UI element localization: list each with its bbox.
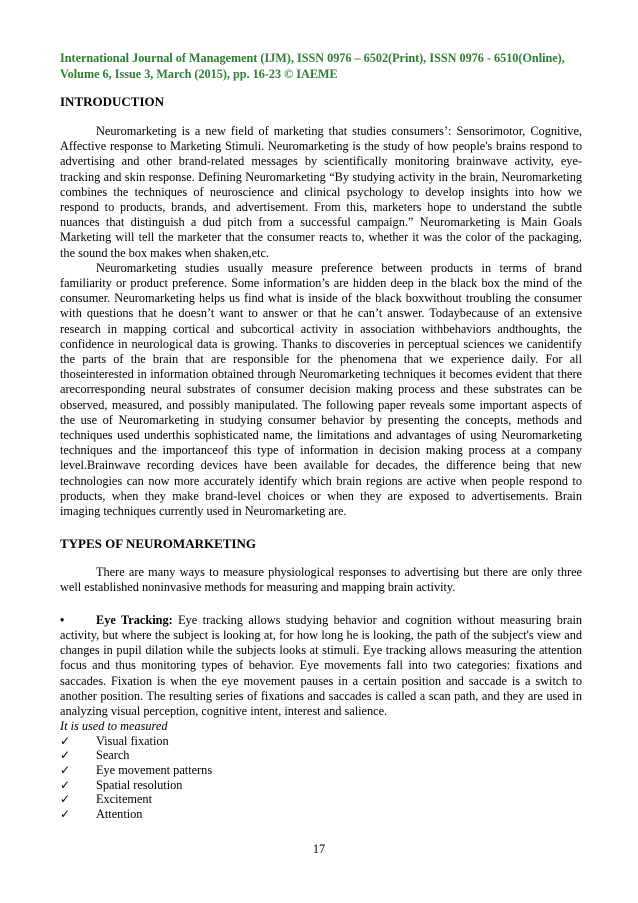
list-item xyxy=(60,734,582,749)
checkmark-icon: ✓ xyxy=(60,748,71,763)
checkmark-icon: ✓ xyxy=(60,792,71,807)
page-number: 17 xyxy=(312,842,326,856)
list-item-label: Spatial resolution xyxy=(96,777,183,792)
list-item-label: Visual fixation xyxy=(96,733,169,748)
eye-tracking-text: Eye tracking allows studying behavior and cognition without measuring brain activity, but where the subject is looking at, for how long he is looking, the path of the subject's view and changes in pupil dilation while the subjects looks at stimuli. Eye tracking allows measuring the attention focus and thus monitoring types of behavior. Eye movements fall into two categories: fixations and saccades. Fixation is when the eye movement pauses in a certain position and saccade is a switch to another position. The resulting series of fixations and saccades is called a scan path, and they are used in analyzing visual perception, cognitive intent, interest and salience. xyxy=(60,612,583,718)
paper-page xyxy=(60,50,582,822)
intro-paragraph-2: Neuromarketing studies usually measure preference between products in terms of brand familiarity or product preference. Some information’s are hidden deep in the black box the mind of the consumer. Neuromarketing helps us find what is inside of the black boxwithout troubling the consumer with questions that he doesn’t want to answer or that he can’t answer. Todaybecause of an extensive research in mapping cortical and subcortical activity in association withbehaviors andthoughts, the confidence in neurological data is growing. Thanks to discoveries in perceptual sciences we canidentify the parts of the brain that are responsible for the phenomena that we experience daily. For all thoseinterested in information obtained through Neuromarketing techniques it becomes evident that there arecorresponding neural substrates of consumer decision making process and these substrates can be observed, measured, and possibly manipulated. The following paper reveals some important aspects of the use of Neuromarketing in studying consumer behavior by presenting the concepts, methods and techniques used underthis sophisticated name, the limitations and advantages of using Neuromarketing techniques and the importanceof this type of information in decision making process at a company level.Brainwave recording devices have been available for decades, the difference being that new technologies can now more accurately identify which brain regions are active when people respond to products, when they make brand-level choices or when they are exposed to advertisements. Brain imaging techniques currently used in Neuromarketing are. xyxy=(60,260,582,519)
list-item xyxy=(60,763,582,778)
list-item-label: Attention xyxy=(96,807,143,822)
checkmark-icon: ✓ xyxy=(60,733,71,748)
checkmark-icon: ✓ xyxy=(60,777,71,792)
list-item-label: Eye movement patterns xyxy=(96,763,213,778)
types-paragraph: There are many ways to measure physiological responses to advertising but there are only three well established noninvasive methods for measuring and mapping brain activity. xyxy=(60,565,582,595)
list-item-label: Search xyxy=(96,748,130,763)
journal-header xyxy=(60,50,582,82)
eye-tracking-bullet xyxy=(60,613,582,719)
list-item xyxy=(60,778,582,793)
list-item-label: Excitement xyxy=(96,792,152,807)
list-item xyxy=(60,748,582,763)
bullet-dot-icon: • xyxy=(60,612,65,627)
used-to-measure-label: It is used to measured xyxy=(60,719,168,734)
checkmark-icon: ✓ xyxy=(60,807,71,822)
journal-header-line-2: Volume 6, Issue 3, March (2015), pp. 16-23 © IAEME xyxy=(60,67,338,81)
introduction-heading: INTRODUCTION xyxy=(60,94,165,109)
measures-list xyxy=(60,734,582,822)
list-item xyxy=(60,807,582,822)
journal-header-line-1: International Journal of Management (IJM), ISSN 0976 – 6502(Print), ISSN 0976 - 6510(Online), xyxy=(60,51,565,65)
list-item xyxy=(60,792,582,807)
eye-tracking-term: Eye Tracking: xyxy=(96,612,173,627)
intro-paragraph-1: Neuromarketing is a new field of marketing that studies consumers’: Sensorimotor, Cognitive, Affective response to Marketing Stimuli. Neuromarketing is the study of how people's brains respond to advertising and other brand-related messages by scientifically monitoring brainwave activity, eye-tracking and skin response. Defining Neuromarketing “By studying activity in the brain, Neuromarketing combines the techniques of neuroscience and clinical psychology to develop insights into how we respond to products, brands, and advertisement. From this, marketers hope to understand the subtle nuances that distinguish a dud pitch from a successful campaign.” Neuromarketing is Main Goals Marketing will tell the marketer that the consumer reacts to, whether it was the color of the packaging, the sound the box makes when shaken,etc. xyxy=(60,124,582,260)
types-heading: TYPES OF NEUROMARKETING xyxy=(60,536,256,552)
checkmark-icon: ✓ xyxy=(60,763,71,778)
